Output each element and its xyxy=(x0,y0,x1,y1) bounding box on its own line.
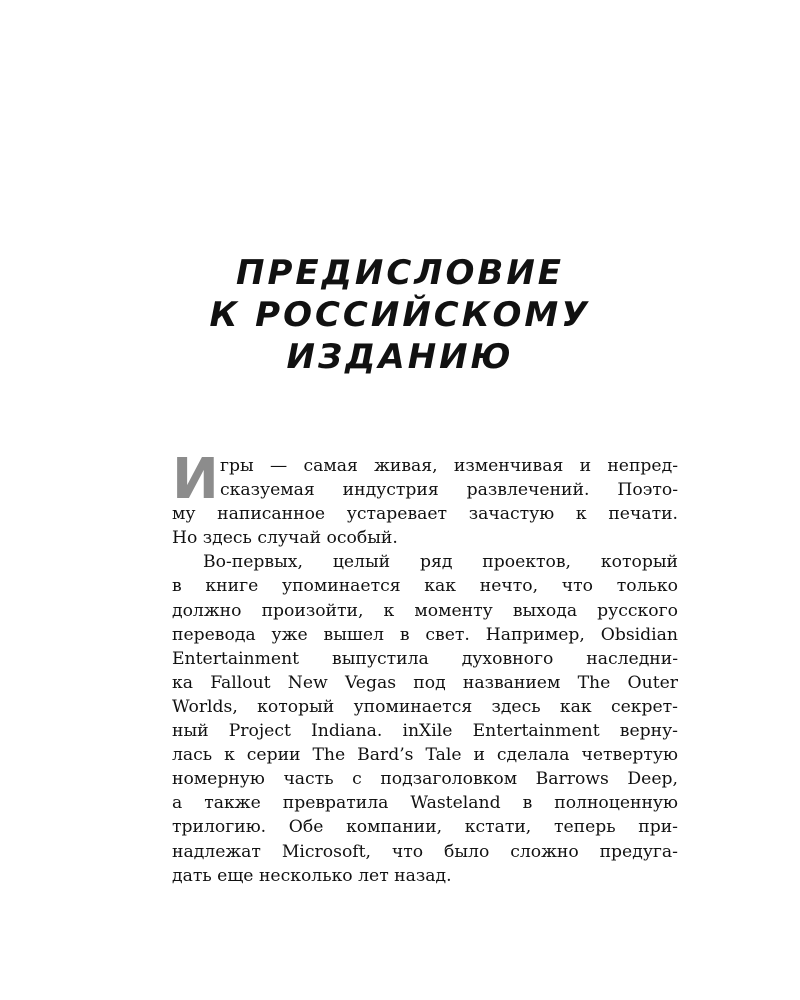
text-line: Во-первых, целый ряд проектов, который xyxy=(203,552,678,573)
text-line: в книге упоминается как нечто, что только xyxy=(172,576,678,597)
text-line: номерную часть с подзаголовком Barrows Deep, xyxy=(172,769,678,790)
text-line: Worlds, который упоминается здесь как секрет- xyxy=(172,696,678,717)
text-line: Entertainment выпустила духовного наследни- xyxy=(172,648,678,669)
text-line: трилогию. Обе компании, кстати, теперь при- xyxy=(172,817,678,838)
text-line: лась к серии The Bard’s Tale и сделала четвертую xyxy=(172,745,678,766)
text-line: Но здесь случай особый. xyxy=(172,528,398,549)
text-line: му написанное устаревает зачастую к печати. xyxy=(172,504,678,525)
text-line: а также превратила Wasteland в полноценную xyxy=(172,793,678,814)
text-line: ка Fallout New Vegas под названием The Outer xyxy=(172,672,678,693)
text-line: ный Project Indiana. inXile Entertainment верну- xyxy=(172,721,678,742)
drop-cap: И xyxy=(172,447,219,512)
text-line: должно произойти, к моменту выхода русского xyxy=(172,600,678,621)
text-line: сказуемая индустрия развлечений. Поэто- xyxy=(220,480,678,501)
chapter-title-line-2: К РОССИЙСКОМУ xyxy=(209,295,591,335)
text-line: дать еще несколько лет назад. xyxy=(172,865,452,886)
body-text xyxy=(172,447,678,888)
chapter-title xyxy=(150,252,650,378)
text-line: перевода уже вышел в свет. Например, Obsidian xyxy=(172,624,678,645)
text-line: гры — самая живая, изменчивая и непред- xyxy=(220,456,678,476)
text-line: надлежат Microsoft, что было сложно предуга- xyxy=(172,841,678,862)
chapter-title-line-3: ИЗДАНИЮ xyxy=(286,337,514,377)
chapter-title-line-1: ПРЕДИСЛОВИЕ xyxy=(235,253,565,293)
